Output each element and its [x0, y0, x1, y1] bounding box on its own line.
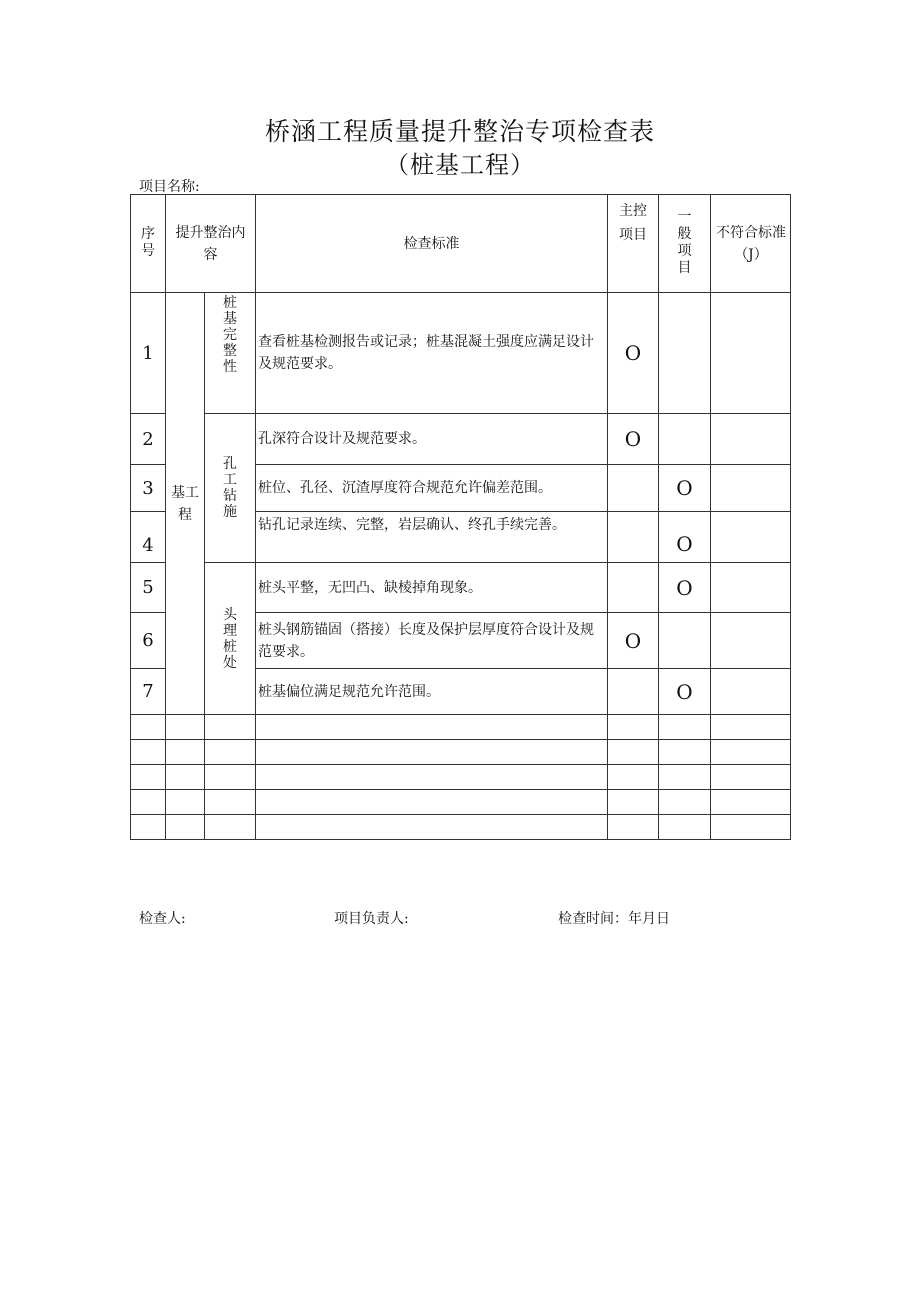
- row-number: 6: [131, 613, 166, 669]
- date-label: 检查时间：年月日: [558, 911, 670, 927]
- header-content: 提升整治内容: [166, 195, 256, 293]
- empty-row: [131, 815, 791, 840]
- standard-cell: 桩位、孔径、沉渣厚度符合规范允许偏差范围。: [256, 465, 608, 512]
- standard-cell: 桩头钢筋锚固（搭接）长度及保护层厚度符合设计及规范要求。: [256, 613, 608, 669]
- row-number: 2: [131, 414, 166, 465]
- nonconform-cell[interactable]: [711, 465, 791, 512]
- main-mark: O: [608, 414, 659, 465]
- subgroup-label: 孔工钻施: [205, 414, 256, 563]
- general-mark: O: [659, 669, 711, 715]
- row-number: 5: [131, 563, 166, 613]
- header-row: [131, 195, 791, 293]
- empty-row: [131, 715, 791, 740]
- main-mark: [608, 512, 659, 563]
- main-mark: [608, 563, 659, 613]
- page-title: 桥涵工程质量提升整治专项检查表: [264, 117, 655, 146]
- main-mark: [608, 465, 659, 512]
- standard-cell: 孔深符合设计及规范要求。: [256, 414, 608, 465]
- inspector-label: 检查人:: [139, 911, 186, 927]
- table-row: [131, 414, 791, 465]
- general-mark: O: [659, 465, 711, 512]
- main-mark: [608, 669, 659, 715]
- header-standard: 检查标准: [256, 195, 608, 293]
- general-mark: O: [659, 563, 711, 613]
- subgroup-label: 头理桩处: [205, 563, 256, 715]
- standard-cell: 查看桩基检测报告或记录；桩基混凝土强度应满足设计及规范要求。: [256, 293, 608, 414]
- empty-row: [131, 740, 791, 765]
- manager-label: 项目负责人:: [334, 911, 409, 927]
- general-mark: O: [659, 512, 711, 563]
- main-mark: O: [608, 613, 659, 669]
- empty-row: [131, 765, 791, 790]
- nonconform-cell[interactable]: [711, 512, 791, 563]
- subgroup-label: 桩基完整性: [205, 293, 256, 414]
- standard-cell: 桩基偏位满足规范允许范围。: [256, 669, 608, 715]
- header-seq: 序号: [131, 195, 166, 293]
- standard-cell: 钻孔记录连续、完整，岩层确认、终孔手续完善。: [256, 512, 608, 563]
- table-row: [131, 293, 791, 414]
- general-mark: [659, 414, 711, 465]
- standard-cell: 桩头平整，无凹凸、缺棱掉角现象。: [256, 563, 608, 613]
- row-number: 7: [131, 669, 166, 715]
- row-number: 1: [131, 293, 166, 414]
- page-subtitle: （桩基工程）: [385, 151, 535, 179]
- inspection-table: [130, 194, 791, 840]
- row-number: 4: [131, 512, 166, 563]
- nonconform-cell[interactable]: [711, 563, 791, 613]
- group-label: 基工程: [166, 293, 205, 715]
- general-mark: [659, 613, 711, 669]
- header-nonconform: 不符合标准（J）: [711, 195, 791, 293]
- nonconform-cell[interactable]: [711, 613, 791, 669]
- nonconform-cell[interactable]: [711, 669, 791, 715]
- header-main: 主控项目: [608, 195, 659, 293]
- header-general: 一般项目: [659, 195, 711, 293]
- row-number: 3: [131, 465, 166, 512]
- empty-row: [131, 790, 791, 815]
- project-name-label: 项目名称:: [139, 179, 200, 195]
- main-mark: O: [608, 293, 659, 414]
- nonconform-cell[interactable]: [711, 414, 791, 465]
- table-row: [131, 563, 791, 613]
- general-mark: [659, 293, 711, 414]
- nonconform-cell[interactable]: [711, 293, 791, 414]
